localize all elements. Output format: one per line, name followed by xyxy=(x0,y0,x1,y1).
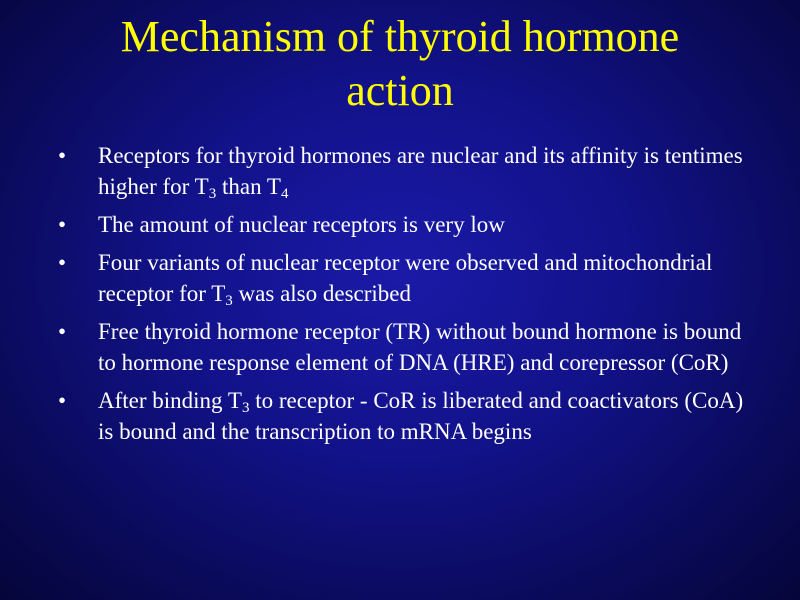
subscript: 4 xyxy=(280,186,289,202)
bullet-item-4 xyxy=(58,316,748,378)
subscript: 3 xyxy=(241,400,250,416)
bullet-item-1 xyxy=(58,140,748,202)
bullet-marker: • xyxy=(58,212,67,237)
bullet-text: Four variants of nuclear receptor were observed and mitochondrial receptor for T xyxy=(98,250,713,306)
bullet-item-5 xyxy=(58,385,748,447)
bullet-marker: • xyxy=(58,250,67,275)
bullet-text: than T xyxy=(216,174,281,199)
bullet-text: The amount of nuclear receptors is very low xyxy=(98,212,505,237)
slide-title-line-2: action xyxy=(346,66,454,115)
bullet-marker: • xyxy=(58,143,67,168)
bullet-item-3 xyxy=(58,247,748,309)
bullet-text: Receptors for thyroid hormones are nuclear and its affinity is tentimes higher for T xyxy=(98,143,743,199)
subscript: 3 xyxy=(225,293,233,309)
bullet-item-2 xyxy=(58,209,748,240)
bullet-text: to receptor - CoR is liberated and coactivators (CoA) is bound and the transcription to mRNA begins xyxy=(98,388,744,444)
bullet-marker: • xyxy=(58,388,67,413)
bullet-list xyxy=(58,140,748,454)
subscript: 3 xyxy=(208,186,217,202)
slide-title-line-1: Mechanism of thyroid hormone xyxy=(120,12,680,61)
slide-title xyxy=(40,10,760,118)
bullet-marker: • xyxy=(58,319,67,344)
bullet-text: After binding T xyxy=(98,388,242,413)
bullet-text: Free thyroid hormone receptor (TR) without bound hormone is bound to hormone response element of DNA (HRE) and corepressor (CoR) xyxy=(98,319,742,375)
bullet-text: was also described xyxy=(232,281,411,306)
